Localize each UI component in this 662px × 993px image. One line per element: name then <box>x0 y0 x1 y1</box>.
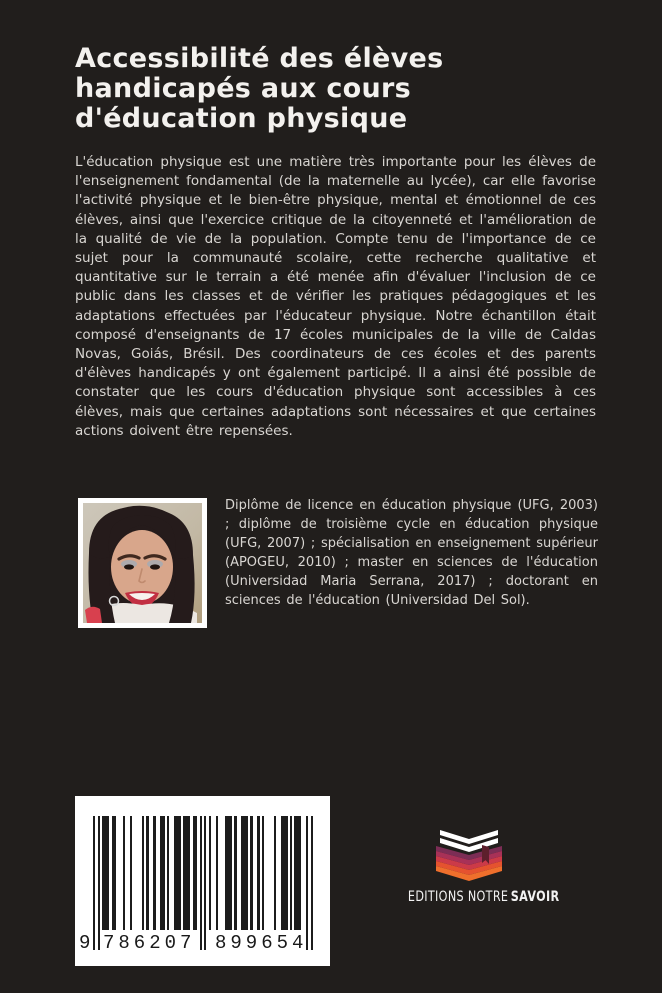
barcode-bar <box>274 816 276 930</box>
barcode-bar <box>216 816 218 930</box>
barcode-bar <box>142 816 144 930</box>
publisher-logo <box>389 830 560 905</box>
open-book-icon <box>436 830 502 882</box>
barcode-bar <box>123 816 125 930</box>
barcode-bar <box>93 816 95 950</box>
barcode-bar <box>204 816 206 950</box>
isbn-barcode <box>75 796 330 966</box>
eye <box>150 564 160 569</box>
author-photo <box>78 498 207 628</box>
barcode-bar <box>193 816 198 930</box>
book-title <box>75 44 600 134</box>
barcode-bar <box>234 816 236 930</box>
barcode-bar <box>281 816 288 930</box>
author-bio: Diplôme de licence en éducation physique (UFG, 2003) ; diplôme de troisième cycle en éducation physique (UFG, 2007) ; spécialisation en enseignement supérieur (APOGEU, 2010) ; master en sciences de l'éducation (Universidad Maria Serrana, 2017) ; doctorant en sciences de l'éducation (Universidad Del Sol). <box>225 498 598 608</box>
barcode-bar <box>167 816 169 930</box>
barcode-bar <box>102 816 109 930</box>
barcode-bar <box>290 816 292 930</box>
publisher-name <box>408 889 559 905</box>
title-line: d'éducation physique <box>75 103 408 134</box>
barcode-bar <box>160 816 165 930</box>
barcode-bar <box>250 816 252 930</box>
barcode-bar <box>183 816 190 930</box>
barcode-bar <box>306 816 308 950</box>
publisher-name-bold: SAVOIR <box>510 889 560 905</box>
barcode-digits-right: 899654 <box>215 932 308 954</box>
barcode-bar <box>200 816 202 950</box>
barcode-bar <box>294 816 301 930</box>
author-portrait-illustration <box>83 503 202 623</box>
barcode-bar <box>209 816 211 930</box>
barcode-bar <box>112 816 117 930</box>
barcode-bar <box>153 816 155 930</box>
synopsis-text: L'éducation physique est une matière très importante pour les élèves de l'enseignement fondamental (de la maternelle au lycée), car elle favorise l'activité physique et le bien-être physique, mental et émotionnel de ces élèves, ainsi que l'exercice critique de la citoyenneté et l'amélioration de la qualité de vie de la population. Compte tenu de l'importance de ce sujet pour la communauté scolaire, cette recherche qualitative et quantitative sur le terrain a été menée afin d'évaluer l'inclusion de ce public dans les classes et de vérifier les pratiques pédagogiques et les adaptations effectuées par l'éducateur physique. Notre échantillon était composé d'enseignants de 17 écoles municipales de la ville de Caldas Novas, Goiás, Brésil. Des coordinateurs de ces écoles et des parents d'élèves handicapés y ont également participé. Il a ainsi été possible de constater que les cours d'éducation physique sont accessibles à ces élèves, mais que certaines adaptations sont nécessaires et que certaines actions doivent être repensées. <box>75 154 596 439</box>
barcode-bar <box>174 816 181 930</box>
barcode-bars <box>93 816 314 950</box>
publisher-name-regular: EDITIONS NOTRE <box>407 889 509 905</box>
barcode-bar <box>98 816 100 950</box>
barcode-bar <box>311 816 313 950</box>
red-fabric <box>85 607 102 623</box>
barcode-bar <box>225 816 232 930</box>
barcode-bar <box>130 816 132 930</box>
barcode-bar <box>146 816 148 930</box>
title-line: Accessibilité des élèves <box>75 43 444 74</box>
title-line: handicapés aux cours <box>75 73 411 104</box>
eye <box>124 564 134 569</box>
barcode-bar <box>262 816 264 930</box>
barcode-digit-prefix: 9 <box>79 932 91 954</box>
barcode-bar <box>257 816 259 930</box>
barcode-bar <box>241 816 248 930</box>
barcode-digits-left: 786207 <box>103 932 196 954</box>
